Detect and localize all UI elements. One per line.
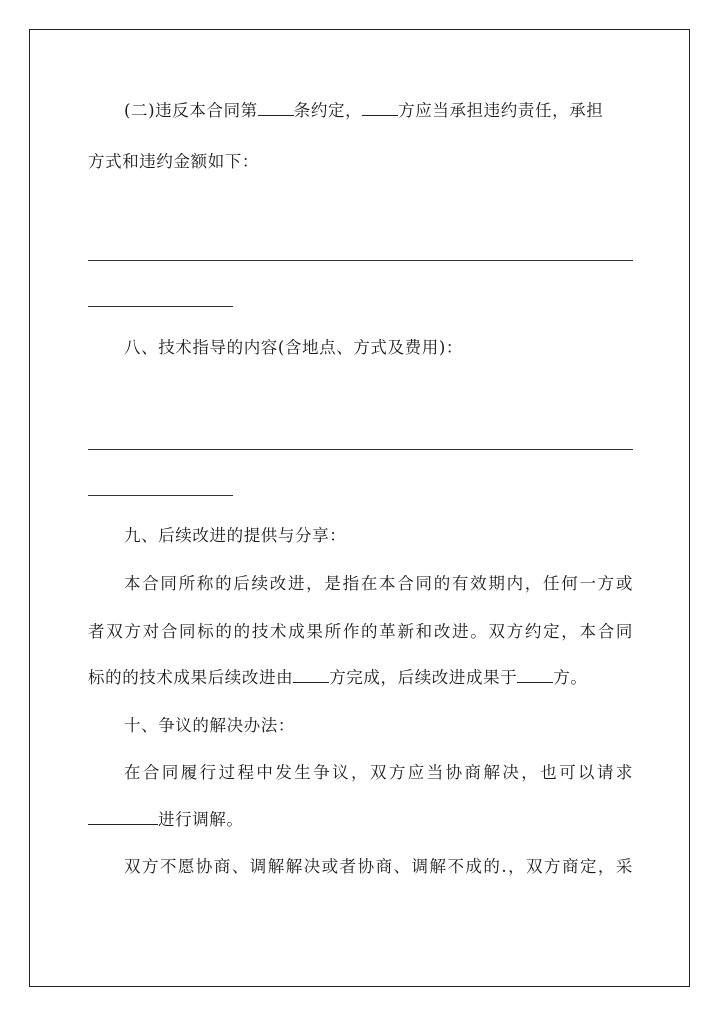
clause-text: (二)违反本合同第: [124, 101, 258, 120]
clause-7-2-line-2: 方式和违约金额如下：: [88, 152, 259, 171]
fill-blank[interactable]: [258, 101, 294, 116]
section-10-line-2: [88, 810, 633, 830]
clause-text: 方应当承担违约责任，承担: [398, 101, 604, 120]
fill-blank[interactable]: [517, 668, 553, 683]
clause-text: 方完成，后续改进成果于: [329, 668, 518, 687]
fill-blank[interactable]: [293, 668, 329, 683]
clause-text: 方。: [553, 668, 588, 687]
fill-line[interactable]: [88, 449, 633, 450]
section-8-heading: 八、技术指导的内容(含地点、方式及费用)：: [124, 338, 463, 357]
section-9-line-3: [88, 668, 633, 688]
fill-blank[interactable]: [362, 101, 398, 116]
section-9-heading: 九、后续改进的提供与分享：: [124, 526, 347, 545]
clause-7-2-line-1: [88, 101, 633, 121]
fill-line[interactable]: [88, 495, 233, 496]
section-9-line-1: 本合同所称的后续改进，是指在本合同的有效期内，任何一方或: [124, 574, 633, 593]
page-border: [29, 29, 690, 987]
clause-text: 条约定，: [293, 101, 363, 120]
fill-blank[interactable]: [88, 810, 158, 825]
section-10-heading: 十、争议的解决办法：: [124, 716, 295, 735]
section-9-line-2: 者双方对合同标的的技术成果所作的革新和改进。双方约定，本合同: [88, 622, 633, 641]
fill-line[interactable]: [88, 306, 233, 307]
clause-text: 标的的技术成果后续改进由: [88, 668, 294, 687]
section-10-line-3: 双方不愿协商、调解解决或者协商、调解不成的.，双方商定，采: [124, 857, 633, 876]
fill-line[interactable]: [88, 260, 633, 261]
section-10-line-1: 在合同履行过程中发生争议，双方应当协商解决，也可以请求: [124, 763, 633, 782]
clause-text: 进行调解。: [158, 810, 244, 829]
